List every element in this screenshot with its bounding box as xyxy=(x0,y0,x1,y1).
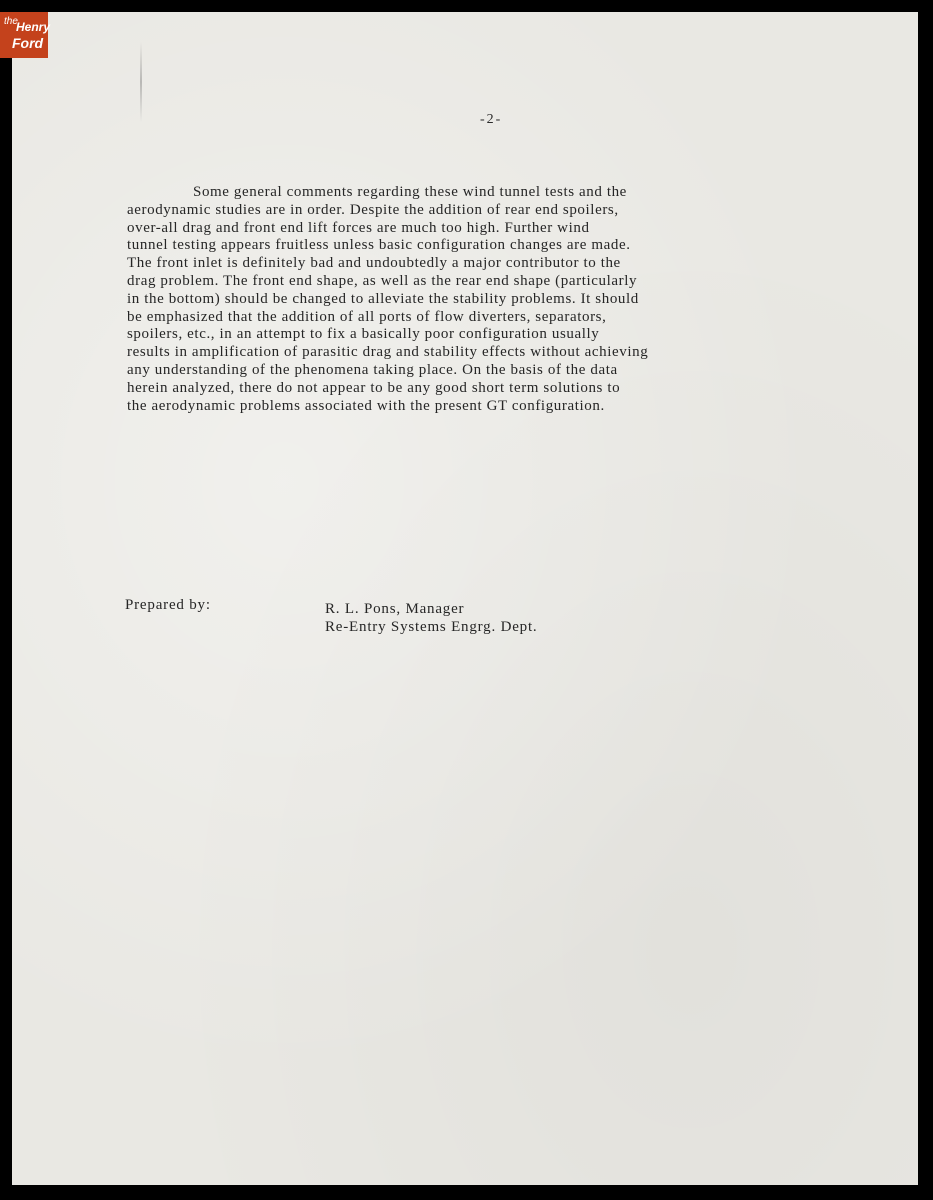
logo-henry: Henry xyxy=(16,20,51,34)
body-line: tunnel testing appears fruitless unless basic configuration changes are made. xyxy=(127,237,631,254)
body-line: spoilers, etc., in an attempt to fix a basically poor configuration usually xyxy=(127,326,600,343)
signer-department: Re-Entry Systems Engrg. Dept. xyxy=(325,619,538,635)
body-line: be emphasized that the addition of all ports of flow diverters, separators, xyxy=(127,308,607,325)
logo-ford: Ford xyxy=(12,35,44,51)
signer-name: R. L. Pons, Manager xyxy=(325,601,465,617)
prepared-by-label: Prepared by: xyxy=(125,597,211,613)
body-line: Some general comments regarding these wind tunnel tests and the xyxy=(193,184,627,200)
body-line: the aerodynamic problems associated with the present GT configuration. xyxy=(127,397,605,414)
body-line: any understanding of the phenomena taking place. On the basis of the data xyxy=(127,361,618,378)
paper-crease xyxy=(140,42,142,122)
page-number: -2- xyxy=(480,112,503,127)
body-line: herein analyzed, there do not appear to be any good short term solutions to xyxy=(127,379,621,396)
body-line: over-all drag and front end lift forces are much too high. Further wind xyxy=(127,219,590,236)
signer-block xyxy=(325,600,538,636)
body-paragraph xyxy=(127,184,867,415)
body-line: aerodynamic studies are in order. Despite the addition of rear end spoilers, xyxy=(127,201,619,218)
body-line: The front inlet is definitely bad and undoubtedly a major contributor to the xyxy=(127,255,621,272)
body-line: drag problem. The front end shape, as well as the rear end shape (particularly xyxy=(127,272,638,289)
document-page xyxy=(12,12,918,1185)
body-line: results in amplification of parasitic drag and stability effects without achieving xyxy=(127,344,649,361)
logo-the: the xyxy=(4,16,18,27)
henry-ford-logo xyxy=(0,12,51,58)
body-line: in the bottom) should be changed to alleviate the stability problems. It should xyxy=(127,290,639,307)
